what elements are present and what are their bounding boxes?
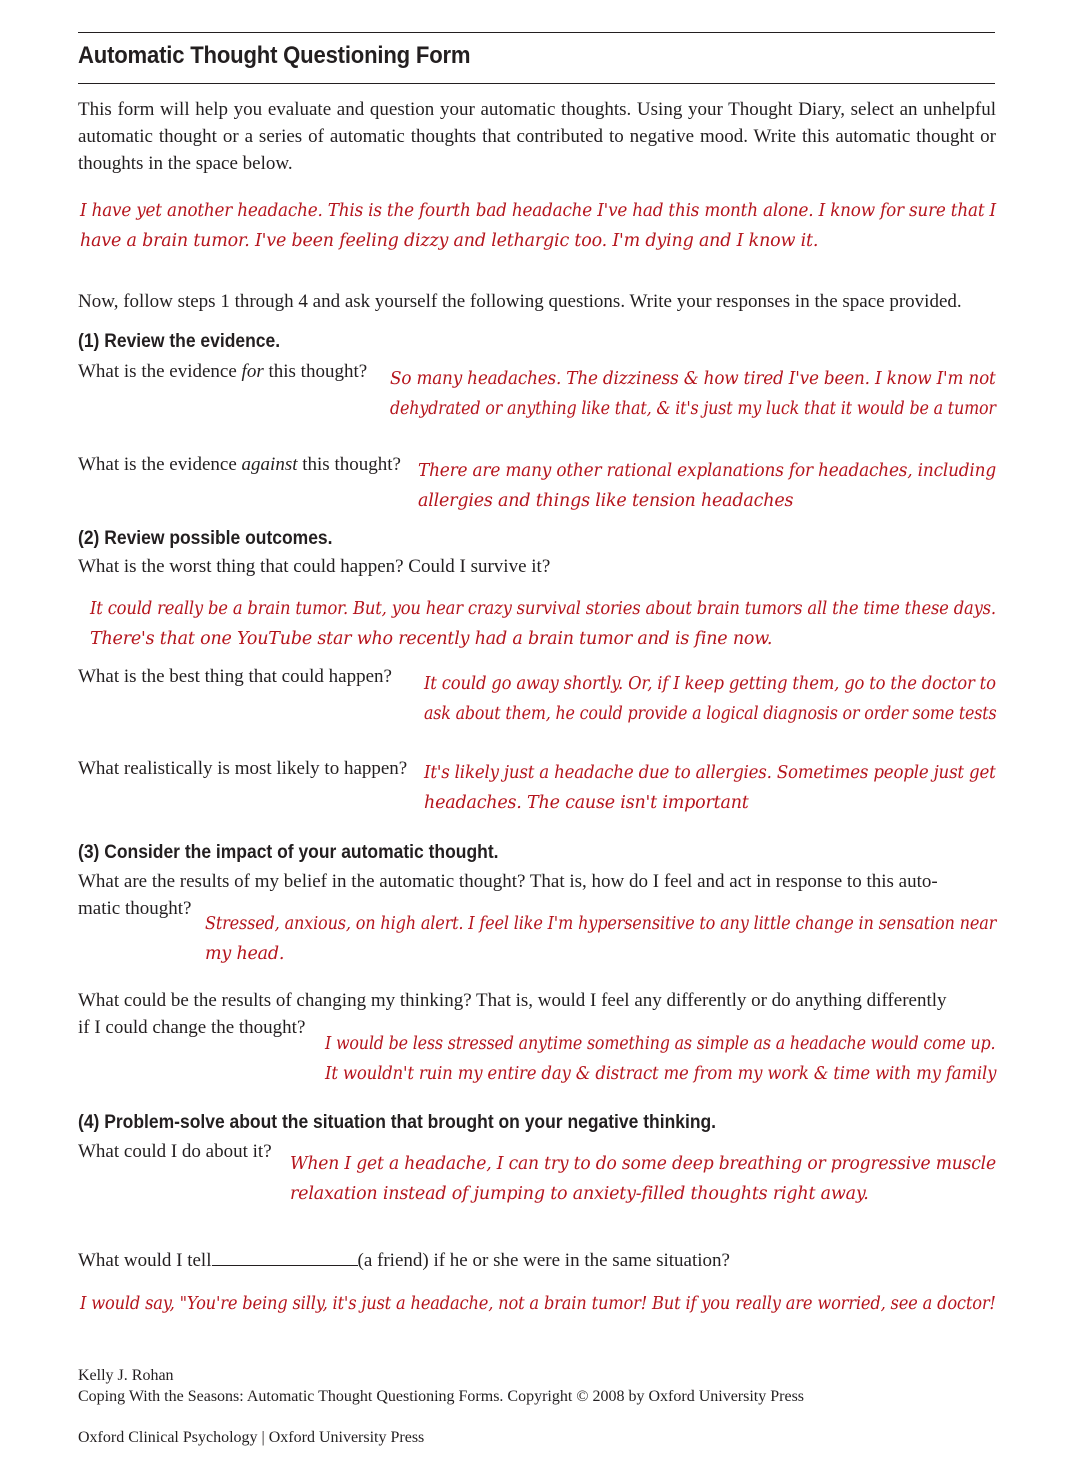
question-belief-results-line-2: matic thought? bbox=[78, 898, 192, 919]
thought-response-line-1: I have yet another headache. This is the fourth bad headache I've had this month alone. I know for sure that I bbox=[80, 201, 996, 221]
question-worst-outcome: What is the worst thing that could happen? Could I survive it? bbox=[78, 556, 551, 577]
title-rule bbox=[78, 83, 995, 84]
question-likely-outcome: What realistically is most likely to happen? bbox=[78, 758, 408, 779]
friend-blank-line bbox=[212, 1248, 358, 1266]
answer-tell-friend: I would say, "You're being silly, it's just a headache, not a brain tumor! But if you really are worried, see a doctor! bbox=[80, 1294, 996, 1314]
thought-response-line-2: have a brain tumor. I've been feeling dizzy and lethargic too. I'm dying and I know it. bbox=[80, 231, 819, 251]
answer-worst-outcome-line-1: It could really be a brain tumor. But, you hear crazy survival stories about brain tumors all the time these days. bbox=[90, 599, 996, 619]
answer-change-results-line-1: I would be less stressed anytime something as simple as a headache would come up. bbox=[325, 1034, 996, 1054]
question-evidence-against: What is the evidence against this thought? bbox=[78, 454, 401, 475]
question-best-outcome: What is the best thing that could happen? bbox=[78, 666, 392, 687]
top-rule bbox=[78, 32, 995, 33]
answer-worst-outcome-line-2: There's that one YouTube star who recently had a brain tumor and is fine now. bbox=[90, 629, 773, 649]
question-what-to-do: What could I do about it? bbox=[78, 1141, 272, 1162]
answer-belief-results-line-2: my head. bbox=[205, 944, 285, 964]
step1-heading: (1) Review the evidence. bbox=[78, 331, 281, 352]
step2-heading: (2) Review possible outcomes. bbox=[78, 528, 333, 549]
answer-best-outcome-line-1: It could go away shortly. Or, if I keep getting them, go to the doctor to bbox=[424, 674, 996, 694]
steps-intro: Now, follow steps 1 through 4 and ask yourself the following questions. Write your responses in the space provided. bbox=[78, 291, 962, 312]
intro-paragraph: This form will help you evaluate and question your automatic thoughts. Using your Thought Diary, select an unhelpful automatic thought or a series of automatic thoughts that contributed to negative mood. Write this automatic thought or thoughts in the space below. bbox=[78, 99, 996, 174]
answer-likely-outcome-line-2: headaches. The cause isn't important bbox=[424, 793, 749, 813]
answer-evidence-against-line-1: There are many other rational explanations for headaches, including bbox=[418, 461, 997, 481]
answer-likely-outcome-line-1: It's likely just a headache due to allergies. Sometimes people just get bbox=[424, 763, 996, 783]
question-belief-results-line-1: What are the results of my belief in the automatic thought? That is, how do I feel and act in response to this auto- bbox=[78, 871, 938, 892]
answer-best-outcome-line-2: ask about them, he could provide a logical diagnosis or order some tests bbox=[424, 704, 997, 724]
footer-copyright: Coping With the Seasons: Automatic Thought Questioning Forms. Copyright © 2008 by Oxford University Press bbox=[78, 1388, 805, 1405]
footer-publisher: Oxford Clinical Psychology | Oxford University Press bbox=[78, 1429, 425, 1446]
answer-change-results-line-2: It wouldn't ruin my entire day & distract me from my work & time with my family bbox=[325, 1064, 997, 1084]
answer-evidence-for-line-2: dehydrated or anything like that, & it's just my luck that it would be a tumor bbox=[390, 399, 996, 419]
question-tell-friend: What would I tell (a friend) if he or she were in the same situation? bbox=[78, 1250, 730, 1271]
question-evidence-for: What is the evidence for this thought? bbox=[78, 361, 368, 382]
step4-heading: (4) Problem-solve about the situation that brought on your negative thinking. bbox=[78, 1112, 717, 1133]
answer-what-to-do-line-1: When I get a headache, I can try to do some deep breathing or progressive muscle bbox=[290, 1154, 996, 1174]
answer-evidence-for-line-1: So many headaches. The dizziness & how tired I've been. I know I'm not bbox=[390, 369, 996, 389]
answer-what-to-do-line-2: relaxation instead of jumping to anxiety-filled thoughts right away. bbox=[290, 1184, 869, 1204]
step3-heading: (3) Consider the impact of your automatic thought. bbox=[78, 842, 499, 863]
answer-evidence-against-line-2: allergies and things like tension headaches bbox=[418, 491, 794, 511]
question-change-results-line-2: if I could change the thought? bbox=[78, 1017, 306, 1038]
question-change-results-line-1: What could be the results of changing my thinking? That is, would I feel any differently or do anything differently bbox=[78, 990, 947, 1011]
answer-belief-results-line-1: Stressed, anxious, on high alert. I feel like I'm hypersensitive to any little change in sensation near bbox=[205, 914, 997, 934]
form-title: Automatic Thought Questioning Form bbox=[78, 42, 471, 69]
footer-author: Kelly J. Rohan bbox=[78, 1367, 174, 1384]
